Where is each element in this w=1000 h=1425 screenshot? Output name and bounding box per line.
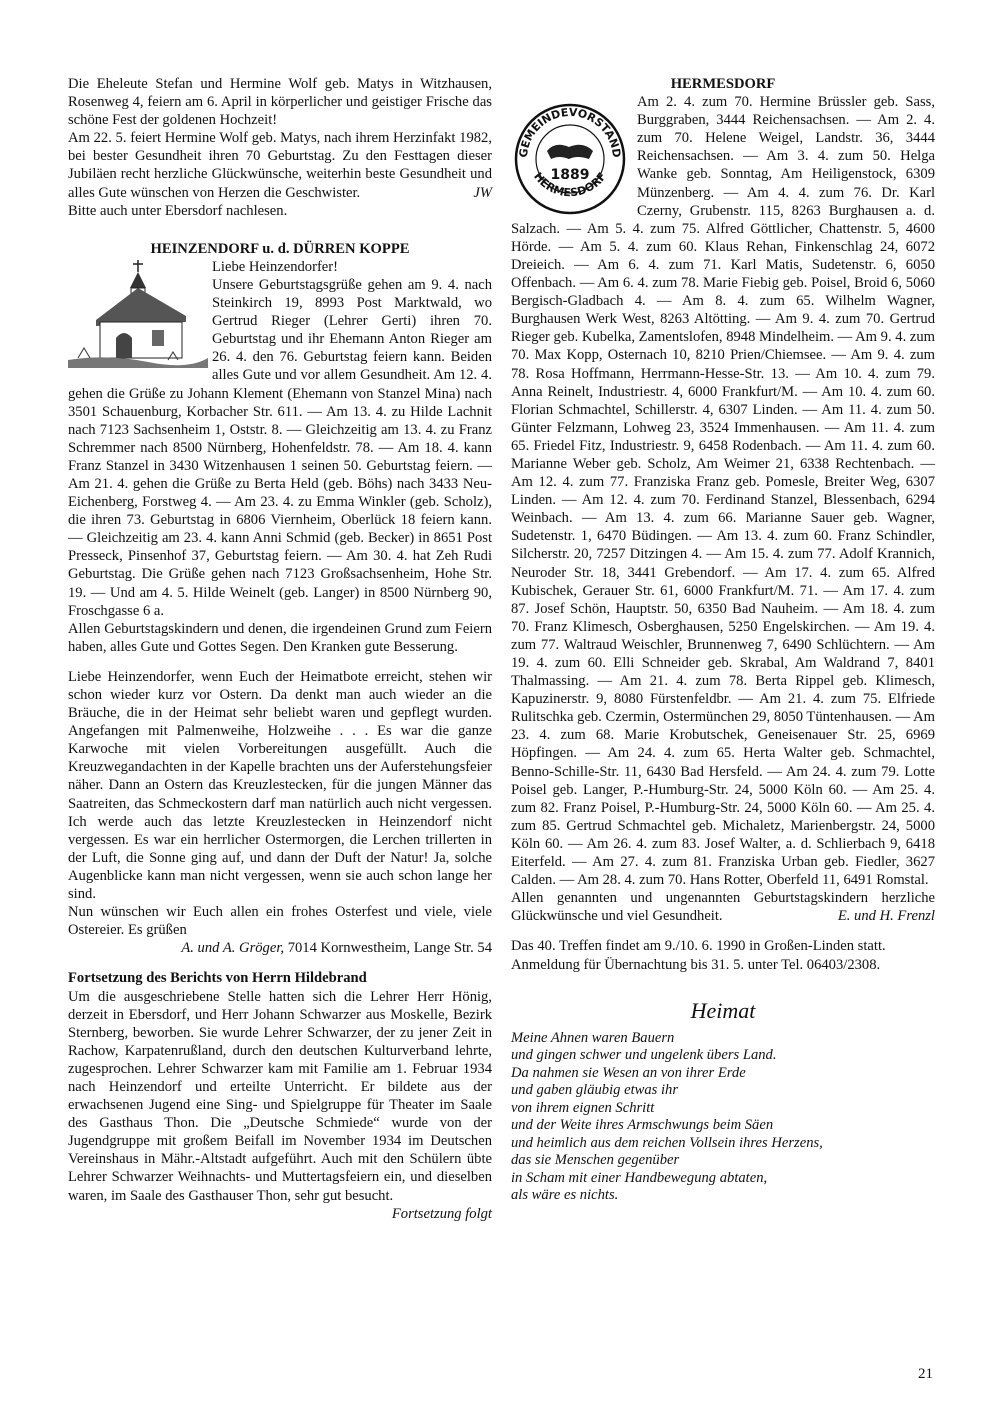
municipal-seal-illustration	[511, 97, 629, 215]
intro-signature: JW	[473, 184, 492, 201]
poem-line: Meine Ahnen waren Bauern	[511, 1029, 675, 1046]
meeting-announcement: Das 40. Treffen findet am 9./10. 6. 1990 in Großen-Linden statt. Anmeldung für Übernachtung bis 31. 5. unter Tel. 06403/2308.	[511, 938, 886, 973]
hermesdorf-signature: E. und H. Frenzl	[837, 908, 935, 925]
intro-golden-wedding: Die Eheleute Stefan und Hermine Wolf geb. Matys in Witzhausen, Rosenweg 4, feiern am 6. April in körperlicher und geistiger Frische das schöne Fest der goldenen Hochzeit!	[68, 76, 492, 129]
easter-signature-address: 7014 Kornwestheim, Lange Str. 54	[287, 940, 492, 957]
heinzendorf-wishes: Allen Geburtstagskindern und denen, die irgendeinen Grund zum Feiern haben, alles Gute und Gottes Segen. Den Kranken gute Besserung.	[68, 620, 492, 655]
poem-line: und heimlich aus dem reichen Vollsein ihres Herzens,	[511, 1134, 823, 1151]
seal-bottom-text: HERMESDORF	[531, 170, 609, 200]
intro-note: Bitte auch unter Ebersdorf nachlesen.	[68, 202, 288, 219]
heinzendorf-birthdays: Unsere Geburtstagsgrüße gehen am 9. 4. nach Steinkirch 19, 8993 Post Marktwald, wo Gertrud Rieger (Lehrer Gerti) ihren 70. Geburtstag und ihr Ehemann Anton Rieger am 26. 4. den 76. Geburtstag feiern kann. Beiden alles Gute und vor allem Gesundheit. Am 12. 4. gehen die Grüße zu Johann Klement (Ehemann von Stanzel Mina) nach 3501 Schauenburg, Korbacher Str. 611. — Am 13. 4. zu Hilde Lachnit nach 7123 Sachsenheim 1, Oststr. 8. — Gleichzeitig am 13. 4. zu Franz Schremmer nach 8500 Nürnberg, Hohenfeldstr. 78. — Am 18. 4. kann Franz Stanzel in 3430 Witzenhausen 1 seinen 50. Geburtstag feiern. — Am 21. 4. gehen die Grüße zu Berta Held (geb. Böhs) nach 3433 Neu-Eichenberg, Forstweg 4. — Am 23. 4. zu Emma Winkler (geb. Scholz), die ihren 73. Geburtstag in 6806 Viernheim, Oberlück 18 feiern kann. — Gleichzeitig am 23. 4. kann Anni Schmid (geb. Becker) in 8651 Post Presseck, Pinsenhof 37, Geburtstag feiern. — Am 30. 4. hat Zeh Rudi Geburtstag. Die Grüße gehen nach 7123 Großsachsenheim, Hohe Str. 19. — Und am 4. 5. Hilde Weinelt (geb. Langer) in 8500 Nürnberg 90, Froschgasse 6 a.	[68, 276, 492, 619]
heinzendorf-greeting: Liebe Heinzendorfer!	[212, 258, 338, 275]
hermesdorf-wishes-text: Allen genannten und ungenannten Geburtstagskindern herzliche Glückwünsche und viel Gesundheit.	[511, 890, 935, 925]
seal-top-text: GEMEINDEVORSTAND	[516, 105, 624, 159]
easter-greeting: Nun wünschen wir Euch allen ein frohes Osterfest und viele, viele Ostereier. Es grüßen	[68, 904, 492, 939]
report-continued: Fortsetzung folgt	[391, 1205, 492, 1222]
poem-line: und der Weite ihres Armschwungs beim Säen	[511, 1117, 774, 1134]
poem-line: in Scham mit einer Handbewegung abtaten,	[511, 1169, 768, 1186]
seal-year: 1889	[550, 167, 590, 184]
hermesdorf-heading: HERMESDORF	[670, 76, 776, 92]
report-heading: Fortsetzung des Berichts von Herrn Hildebrand	[68, 970, 367, 987]
report-body: Um die ausgeschriebene Stelle hatten sich die Lehrer Herr Hönig, derzeit in Ebersdorf, und Herr Johann Schwarzer aus Moskelle, Bezirk Sternberg, beworben. Sie wurde Lehrer Schwarzer, der zu jener Zeit in Rachow, Karpatenrußland, durch den deutschen Kulturverband lehrte, zugesprochen. Lehrer Schwarzer kam mit Familie am 1. Februar 1934 nach Heinzendorf und erteilte Unterricht. Er bildete aus der erwachsenen Jugend eine Sing- und Spielgruppe für Theater im Saale des Gasthaus Thon. Die „Deutsche Schmiede“ wurde von der Jugendgruppe mit großem Beifall im November 1934 im Deutschen Vereinshaus in Mähr.-Altstadt aufgeführt. Auch mit den Schülern übte Lehrer Schwarzer Weihnachts- und Muttertagsfeiern ein, und dieselben waren, im Saale des Gasthauser Thon, sehr gut besucht.	[68, 988, 492, 1204]
poem-line: und gingen schwer und ungelenk übers Land.	[511, 1047, 777, 1064]
easter-signature-names: A. und A. Gröger,	[181, 940, 285, 957]
poem-line: von ihrem eignen Schritt	[511, 1099, 655, 1116]
poem-line: Da nahmen sie Wesen an von ihrer Erde	[511, 1064, 746, 1081]
hermesdorf-birthdays: Am 2. 4. zum 70. Hermine Brüssler geb. Sass, Burggraben, 3444 Reichensachsen. — Am 2. 4. zum 70. Helene Weigel, Landstr. 36, 3444 Reichensachsen. — Am 3. 4. zum 50. Helga Wanke geb. Sonntag, Am Heiligenstock, 6309 Münzenberg. — Am 4. 4. zum 76. Dr. Karl Czerny, Grubenstr. 115, 8263 Burghausen a. d. Salzach. — Am 5. 4. zum 75. Alfred Göttlicher, Chattenstr. 5, 4600 Hörde. — Am 5. 4. zum 60. Klaus Rehan, Finkenschlag 24, 6072 Dreieich. — Am 6. 4. zum 71. Karl Matis, Sudetenstr. 6, 6050 Offenbach. — Am 6. 4. zum 78. Marie Fiebig geb. Poisel, Broid 6, 5060 Bergisch-Gladbach 4. — Am 8. 4. zum 65. Wilhelm Wagner, Burghausen Werk West, 8263 Altötting. — Am 9. 4. zum 70. Gertrud Rieger geb. Kubelka, Zamentslofen, 8948 Mindelheim. — Am 9. 4. zum 70. Max Kopp, Osternach 10, 8210 Prien/Chiemsee. — Am 9. 4. zum 78. Rosa Hoffmann, Herrmann-Hesse-Str. 13. — Am 10. 4. zum 79. Anna Reinelt, Industriestr. 4, 6000 Frankfurt/M. — Am 10. 4. zum 60. Florian Schmachtel, Schillerstr. 4, 6307 Linden. — Am 11. 4. zum 50. Günter Felzmann, Lohweg 23, 3524 Immenhausen. — Am 11. 4. zum 65. Friedel Fitz, Industriestr. 9, 6458 Rodenbach. — Am 11. 4. zum 60. Marianne Weber geb. Scholz, Am Weimer 21, 6338 Rechtenbach. — Am 12. 4. zum 77. Franziska Franz geb. Pomesle, Breiter Weg, 6307 Linden. — Am 12. 4. zum 70. Ferdinand Stanzel, Blessenbach, 6294 Weinbach. — Am 13. 4. zum 66. Marianne Sauer geb. Wagner, Sudetenstr. 1, 6470 Büdingen. — Am 13. 4. zum 60. Franz Schindler, Silcherstr. 20, 7257 Ditzingen 4. — Am 15. 4. zum 77. Adolf Krannich, Neuroder Str. 18, 3441 Grebendorf. — Am 17. 4. zum 65. Alfred Kubischek, Gerauer Str. 61, 6000 Frankfurt/M. 71. — Am 17. 4. zum 87. Josef Schön, Hauptstr. 50, 6350 Bad Nauheim. — Am 18. 4. zum 70. Franz Klimesch, Osberghausen, 5250 Engelskirchen. — Am 19. 4. zum 77. Waltraud Weischler, Brunnenweg 7, 6490 Schlüchtern. — Am 19. 4. zum 60. Elli Schneider geb. Skrabal, Am Waldrand 7, 8401 Thalmassing. — Am 21. 4. zum 78. Berta Rippel geb. Klimesch, Kapuzinerstr. 9, 8080 Fürstenfeldbr. — Am 21. 4. zum 75. Elfriede Rulitschka geb. Czermin, Ostermünchen 29, 8050 Tüntenhausen. — Am 23. 4. zum 68. Marie Krobutschek, Geneisenauer Str. 25, 6969 Höpfingen. — Am 24. 4. zum 65. Herta Walter geb. Schmachtel, Benno-Schille-Str. 11, 6430 Bad Hersfeld. — Am 24. 4. zum 79. Lotte Poisel geb. Langer, P.-Humburg-Str. 24, 5000 Köln 60. — Am 25. 4. zum 82. Franz Poisel, P.-Humburg-Str. 24, 5000 Köln 60. — Am 25. 4. zum 85. Gertrud Schmachtel geb. Michaletz, Marienbergstr. 24, 5000 Köln 60. — Am 26. 4. zum 83. Josef Walter, a. d. Schlierbach 9, 6418 Eiterfeld. — Am 27. 4. zum 81. Franziska Urban geb. Fiedler, 3627 Calden. — Am 28. 4. zum 70. Hans Rotter, Oberfeld 11, 6491 Romstal.	[511, 94, 935, 889]
chapel-illustration	[68, 258, 208, 368]
easter-signature	[68, 939, 492, 957]
intro-birthday	[68, 129, 492, 201]
page-number: 21	[918, 1366, 933, 1382]
easter-letter: Liebe Heinzendorfer, wenn Euch der Heimatbote erreicht, stehen wir schon wieder kurz vor Ostern. Da denkt man auch wieder an die Bräuche, die in der Heimat sehr beliebt waren und gepflegt wurden. Angefangen mit Palmenweihe, Holzweihe . . . Es war die ganze Karwoche mit vielen Vorbereitungen ausgefüllt. Auch die Kreuzwegandachten in der Kapelle brachten uns der Auferstehungsfeier näher. Dann an Ostern das Kreuzlestecken, für die jungen Männer das Saatreiten, das Schmeckostern darf man natürlich auch nicht vergessen. Ich werde auch das letzte Kreuzlestecken in Heinzendorf nicht vergessen. Es war ein herrlicher Ostermorgen, die Lerchen trillerten in der Luft, die Sonne ging auf, und dann der Duft der Natur! Ja, solche Augenblicke kann man nicht vergessen, wenn sie auch schon lange her sind.	[68, 668, 492, 903]
poem-line: und gaben gläubig etwas ihr	[511, 1082, 679, 1099]
right-column	[511, 75, 935, 1205]
poem-line: das sie Menschen gegenüber	[511, 1152, 680, 1169]
intro-birthday-text: Am 22. 5. feiert Hermine Wolf geb. Matys, nach ihrem Herzinfakt 1982, bei bester Gesundheit ihren 70 Geburtstag. Zu den Festtagen dieser Jubiläen recht herzliche Glückwünsche, weiterhin beste Gesundheit und alles Gute wünschen von Herzen die Geschwister.	[68, 130, 492, 201]
hermesdorf-wishes	[511, 889, 935, 925]
poem	[511, 1030, 935, 1205]
left-column	[68, 75, 492, 1223]
heinzendorf-heading: HEINZENDORF u. d. DÜRREN KOPPE	[150, 240, 410, 257]
poem-line: als wäre es nichts.	[511, 1187, 619, 1204]
poem-title: Heimat	[690, 997, 756, 1023]
